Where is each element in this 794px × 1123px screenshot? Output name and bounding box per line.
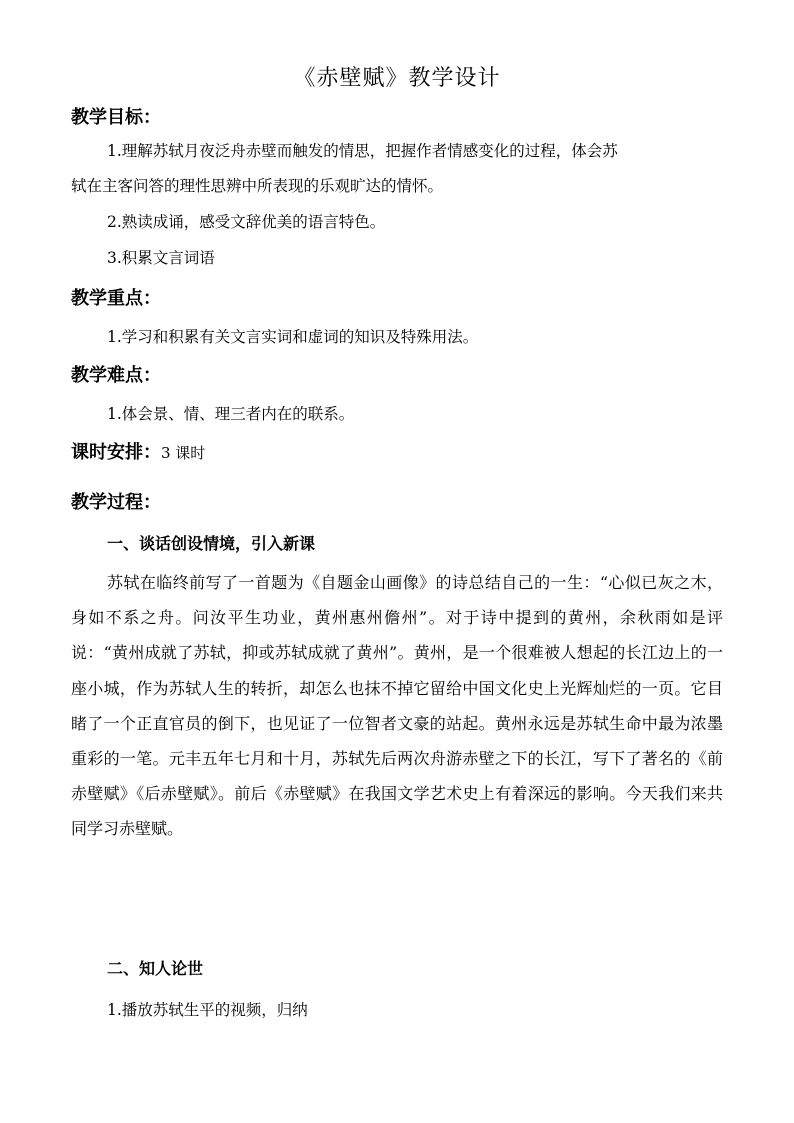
section-1-paragraph: 苏轼在临终前写了一首题为《自题金山画像》的诗总结自己的一生：“心似已灰之木，身如不系之舟。问汝平生功业，黄州惠州儋州”。对于诗中提到的黄州，余秋雨如是评说：“黄州成就了苏轼，抑或苏轼成就了黄州”。黄州，是一个很难被人想起的长江边上的一座小城，作为苏轼人生的转折，却怎么也抹不掉它留给中国文化史上光辉灿烂的一页。它目睹了一个正直官员的倒下，也见证了一位智者文豪的站起。黄州永远是苏轼生命中最为浓墨重彩的一笔。元丰五年七月和十月，苏轼先后两次舟游赤壁之下的长江，写下了著名的《前赤壁赋》《后赤壁赋》。前后《赤壁赋》在我国文学艺术史上有着深远的影响。今天我们来共同学习赤壁赋。 [71,573,723,839]
schedule-row [71,439,205,467]
difficulties-heading: 教学难点： [71,365,161,386]
objective-1-line-1: 1.理解苏轼月夜泛舟赤壁而触发的情思，把握作者情感变化的过程，体会苏 [107,142,618,160]
document-title: 《赤壁赋》教学设计 [293,66,501,91]
key-points-heading: 教学重点： [71,288,161,309]
difficulty-1: 1.体会景、情、理三者内在的联系。 [107,405,355,423]
section-2-title: 二、知人论世 [107,959,204,978]
schedule-heading: 课时安排： [71,442,161,463]
objective-3: 3.积累文言词语 [107,249,215,267]
objectives-heading: 教学目标： [71,107,161,128]
schedule-value: 3 课时 [161,444,206,462]
process-heading: 教学过程： [71,492,161,513]
objective-1-line-2: 轼在主客问答的理性思辨中所表现的乐观旷达的情怀。 [71,177,444,195]
section-1-title: 一、谈话创设情境，引入新课 [107,534,316,553]
objective-2: 2.熟读成诵，感受文辞优美的语言特色。 [107,213,386,231]
key-point-1: 1.学习和积累有关文言实词和虚词的知识及特殊用法。 [107,328,479,346]
section-2-item-1: 1.播放苏轼生平的视频，归纳 [107,1001,308,1019]
